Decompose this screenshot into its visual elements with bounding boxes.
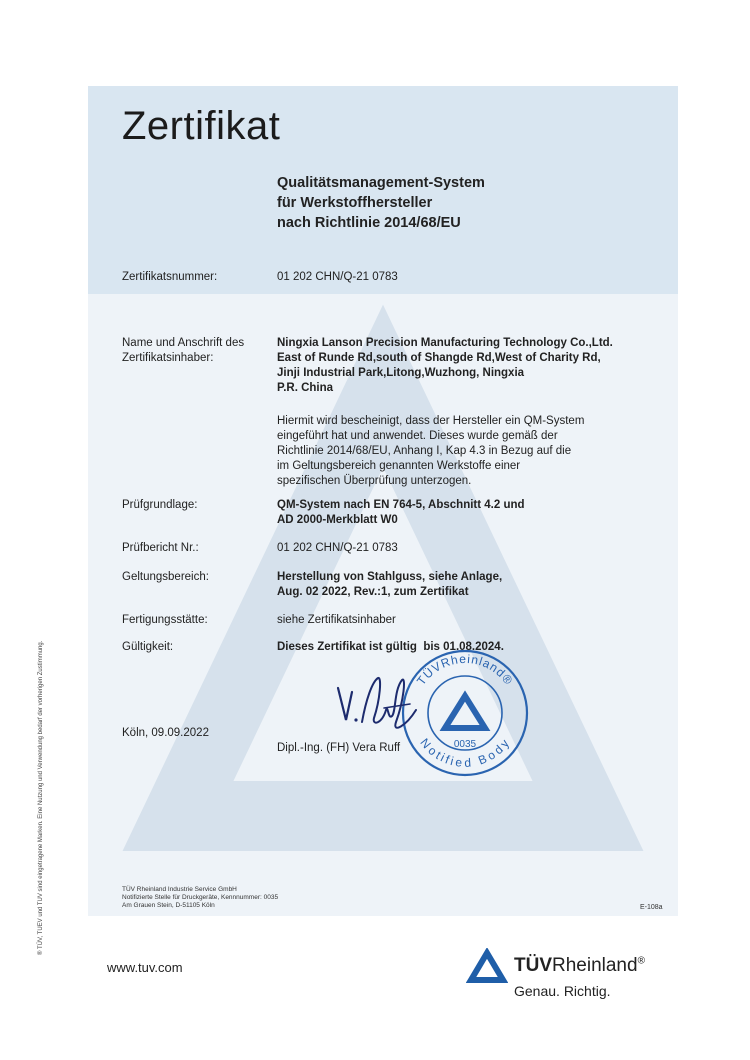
scope-line-1: Herstellung von Stahlguss, siehe Anlage, [277,571,503,583]
stamp-top-text: TÜVRheinland® [413,651,516,688]
brand-name-regular: Rheinland [552,955,638,976]
subtitle-line-2: für Werkstoffhersteller [277,195,433,211]
place-date: Köln, 09.09.2022 [122,727,209,739]
validity-label: Gültigkeit: [122,641,174,653]
statement-line-4: im Geltungsbereich genannten Werkstoffe einer [277,460,521,472]
statement-line-5: spezifischen Überprüfung unterzogen. [277,475,472,487]
report-label: Prüfbericht Nr.: [122,542,199,554]
holder-line-1: Ningxia Lanson Precision Manufacturing Technology Co.,Ltd. [277,337,613,349]
basis-line-1: QM-System nach EN 764-5, Abschnitt 4.2 und [277,499,525,511]
basis-label: Prüfgrundlage: [122,499,198,511]
statement-line-1: Hiermit wird bescheinigt, dass der Hersteller ein QM-System [277,415,585,427]
website-link[interactable]: www.tuv.com [107,960,183,975]
trademark-side-note: ® TÜV, TUEV und TUV sind eingetragene Marken. Eine Nutzung und Verwendung bedarf der vorherigen Zustimmung. [38,640,44,955]
certificate-number-value: 01 202 CHN/Q-21 0783 [277,271,398,283]
holder-label-line-2: Zertifikatsinhaber: [122,352,214,364]
brand-registered-mark: ® [637,955,645,967]
issuer-line-3: Am Grauen Stein, D-51105 Köln [122,902,215,909]
holder-line-2: East of Runde Rd,south of Shangde Rd,West of Charity Rd, [277,352,601,364]
issuer-line-1: TÜV Rheinland Industrie Service GmbH [122,886,237,893]
site-label: Fertigungsstätte: [122,614,208,626]
holder-line-4: P.R. China [277,382,334,394]
holder-line-3: Jinji Industrial Park,Litong,Wuzhong, Ningxia [277,367,525,379]
scope-label: Geltungsbereich: [122,571,209,583]
stamp-bottom-text: Notified Body [417,735,513,770]
brand-name-bold: TÜV [514,955,552,976]
statement-line-3: Richtlinie 2014/68/EU, Anhang I, Kap 4.3 in Bezug auf die [277,445,572,457]
basis-line-2: AD 2000-Merkblatt W0 [277,514,398,526]
subtitle-line-3: nach Richtlinie 2014/68/EU [277,215,461,231]
statement-line-2: eingeführt hat und anwendet. Dieses wurde gemäß der [277,430,558,442]
subtitle-line-1: Qualitätsmanagement-System [277,175,485,191]
brand-slogan: Genau. Richtig. [514,983,611,999]
validity-value: Dieses Zertifikat ist gültig bis 01.08.2024. [277,641,504,653]
report-value: 01 202 CHN/Q-21 0783 [277,542,398,554]
certificate-title: Zertifikat [122,104,281,148]
stamp-number: 0035 [453,739,477,750]
svg-text:TÜVRheinland® [414,652,516,688]
signatory-name: Dipl.-Ing. (FH) Vera Ruff [277,742,401,754]
site-value: siehe Zertifikatsinhaber [277,614,396,626]
issuer-line-2: Notifizierte Stelle für Druckgeräte, Kennnummer: 0035 [122,894,279,901]
tuv-triangle-logo-icon [466,948,508,984]
scope-line-2: Aug. 02 2022, Rev.:1, zum Zertifikat [277,586,469,598]
holder-label-line-1: Name und Anschrift des [122,337,245,349]
form-code: E-108a [640,904,663,911]
brand-name [514,955,645,977]
handwritten-signature [332,670,422,750]
certificate-number-label: Zertifikatsnummer: [122,271,218,283]
